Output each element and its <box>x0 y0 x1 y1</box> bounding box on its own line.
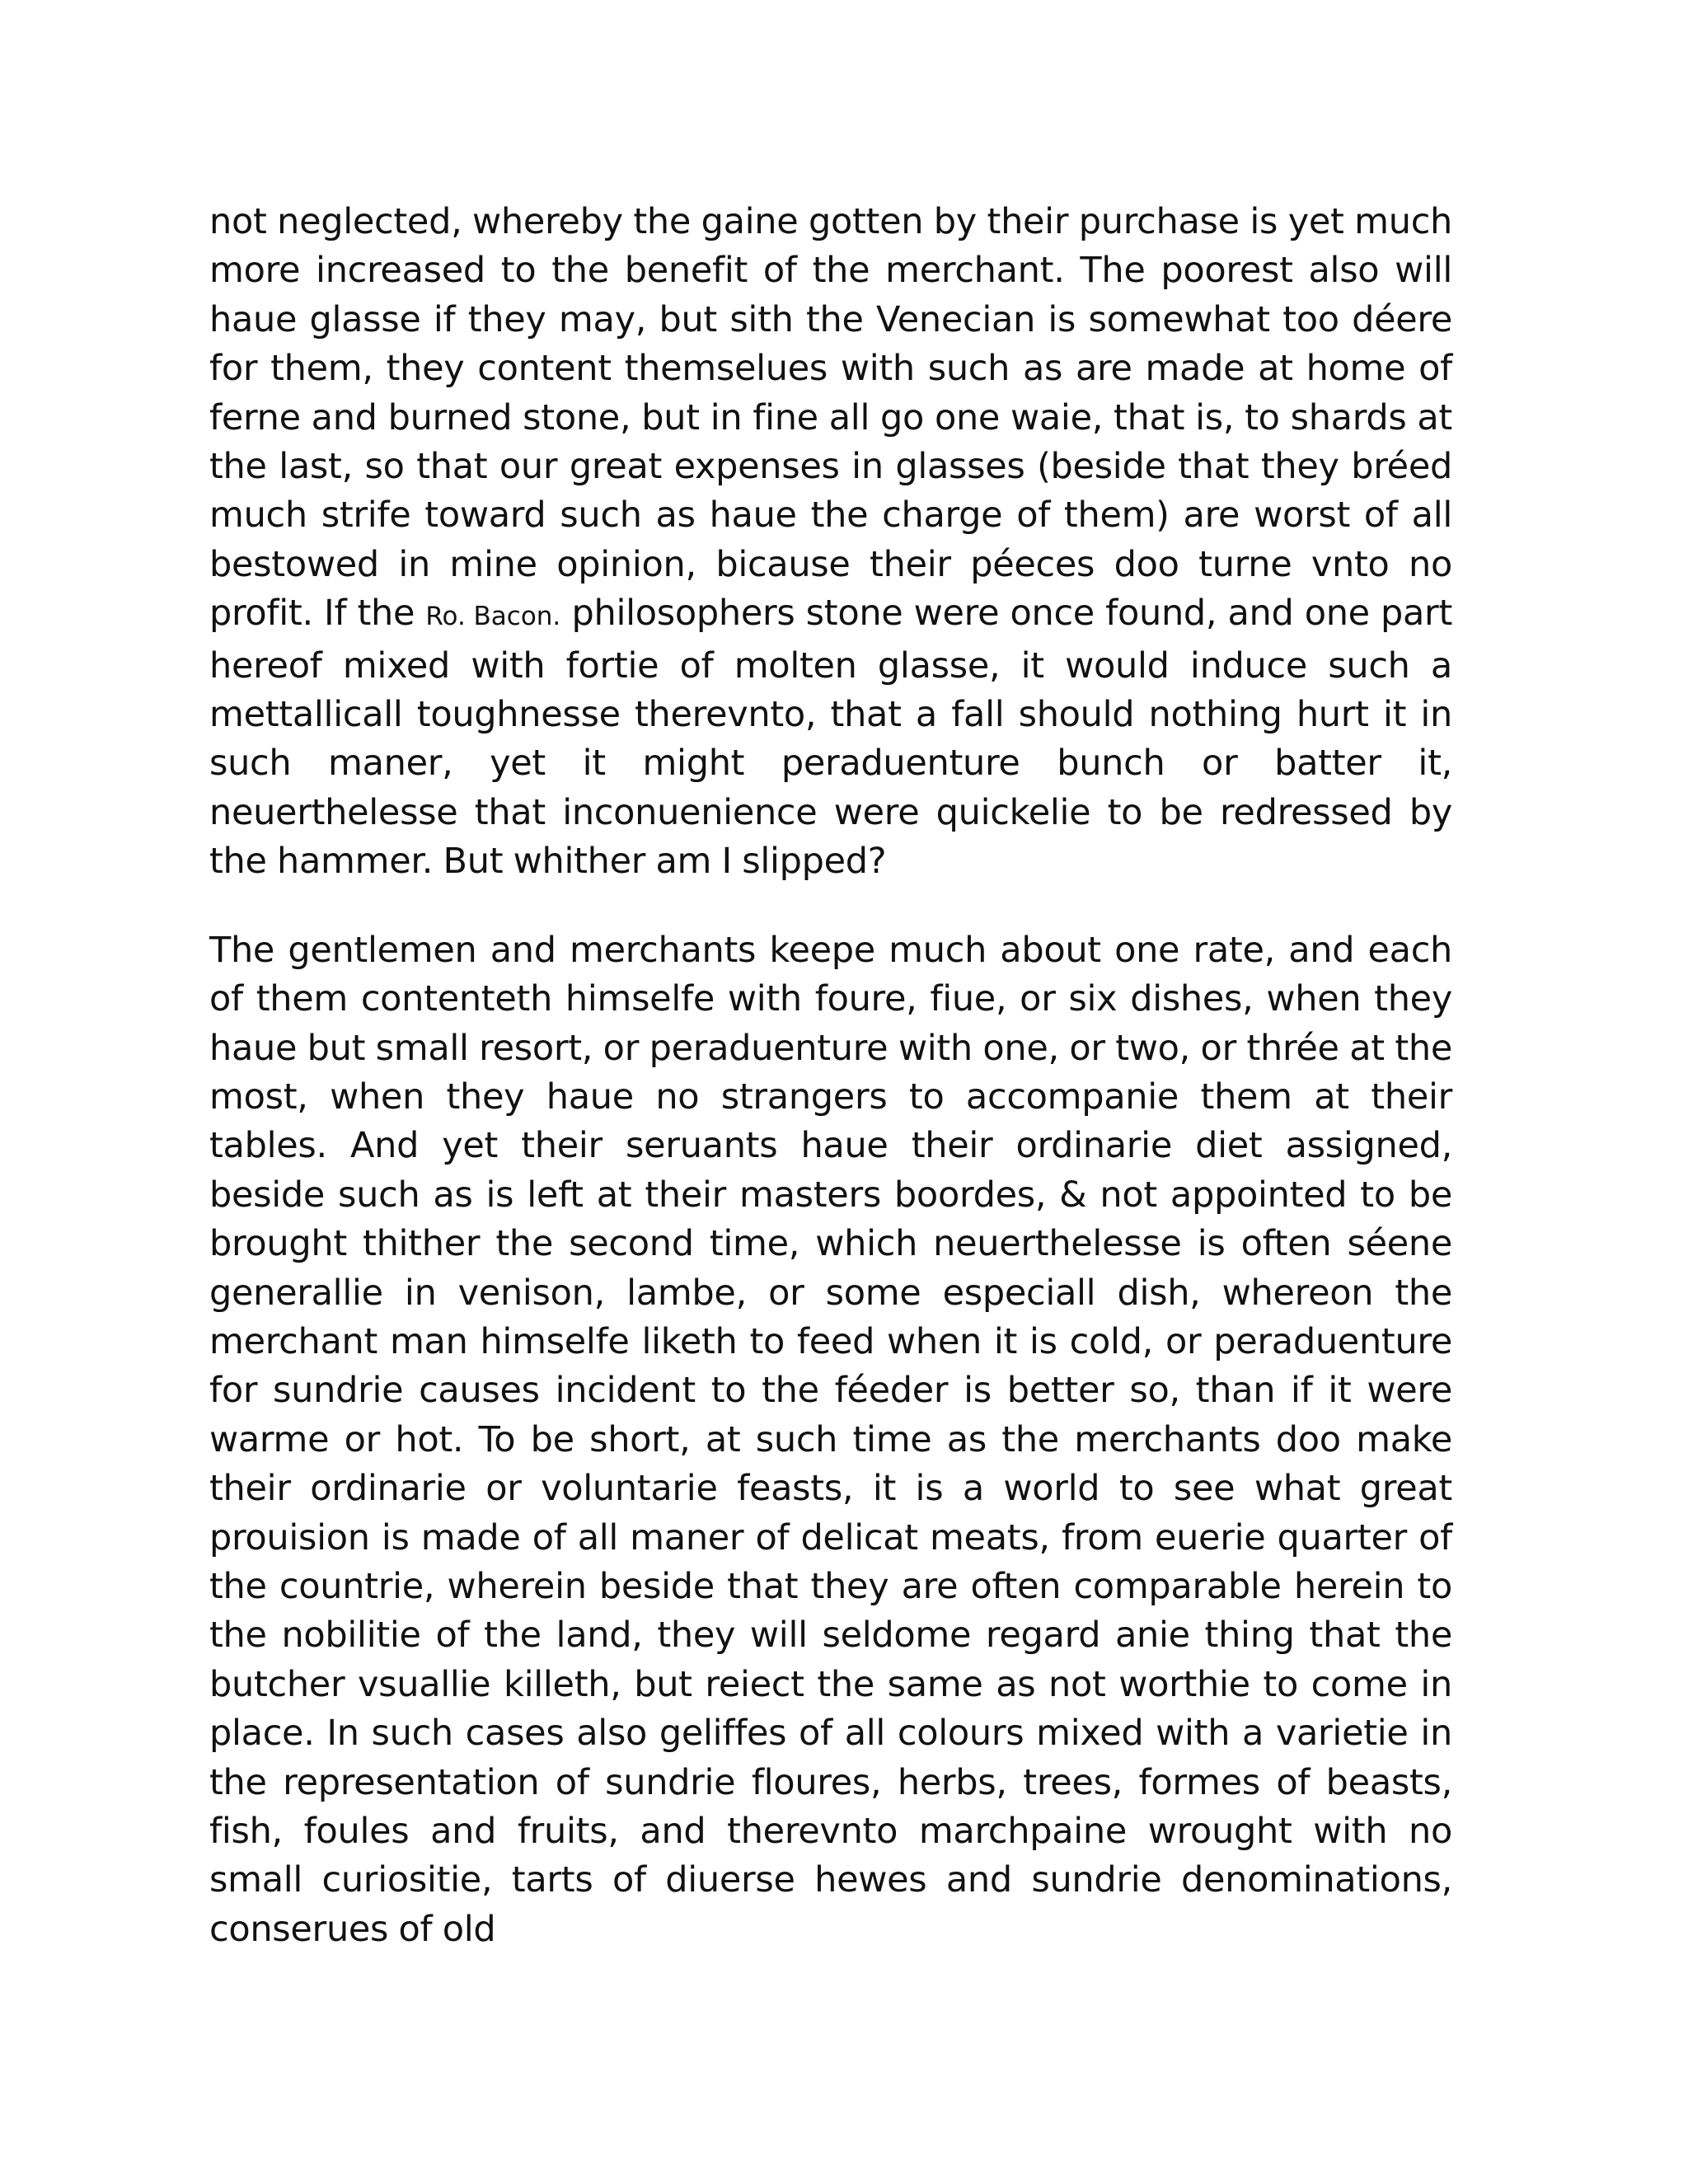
paragraph-glass <box>209 198 1452 887</box>
paragraph-merchants: The gentlemen and merchants keepe much about one rate, and each of them contenteth himselfe with foure, fiue, or six dishes, when they haue but small resort, or peraduenture with one, or two, or thrée at the most, when they haue no strangers to accompanie them at their tables. And yet their seruants haue their ordinarie diet assigned, beside such as is left at their masters boordes, & not appointed to be brought thither the second time, which neuerthelesse is often séene generallie in venison, lambe, or some especiall dish, whereon the merchant man himselfe liketh to feed when it is cold, or peraduenture for sundrie causes incident to the féeder is better so, than if it were warme or hot. To be short, at such time as the merchants doo make their ordinarie or voluntarie feasts, it is a world to see what great prouision is made of all maner of delicat meats, from euerie quarter of the countrie, wherein beside that they are often comparable herein to the nobilitie of the land, they will seldome regard anie thing that the butcher vsuallie killeth, but reiect the same as not worthie to come in place. In such cases also geliffes of all colours mixed with a varietie in the representation of sundrie floures, herbs, trees, formes of beasts, fish, foules and fruits, and therevnto marchpaine wrought with no small curiositie, tarts of diuerse hewes and sundrie denominations, conserues of old <box>209 929 1452 1950</box>
paragraph-text: not neglected, whereby the gaine gotten by their purchase is yet much more increased to the benefit of the merchant. The poorest also will haue glasse if they may, but sith the Venecian is somewhat too déere for them, they content themselues with such as are made at home of ferne and burned stone, but in fine all go one waie, that is, to shards at the last, so that our great expenses in glasses (beside that they bréed much strife toward such as haue the charge of them) are worst of all bestowed in mine opinion, bicause their péeces doo turne vnto no profit. If the <box>209 201 1452 635</box>
margin-note-ro-bacon: Ro. Bacon. <box>425 602 561 632</box>
document-page <box>209 198 1452 1954</box>
paragraph-text: philosophers stone were once found, and one part hereof mixed with fortie of molten glasse, it would induce such a mettallicall toughnesse therevnto, that a fall should nothing hurt it in such maner, yet it might peraduenture bunch or batter it, neuerthelesse that inconuenience were quickelie to be redressed by the hammer. But whither am I slipped? <box>209 593 1452 883</box>
